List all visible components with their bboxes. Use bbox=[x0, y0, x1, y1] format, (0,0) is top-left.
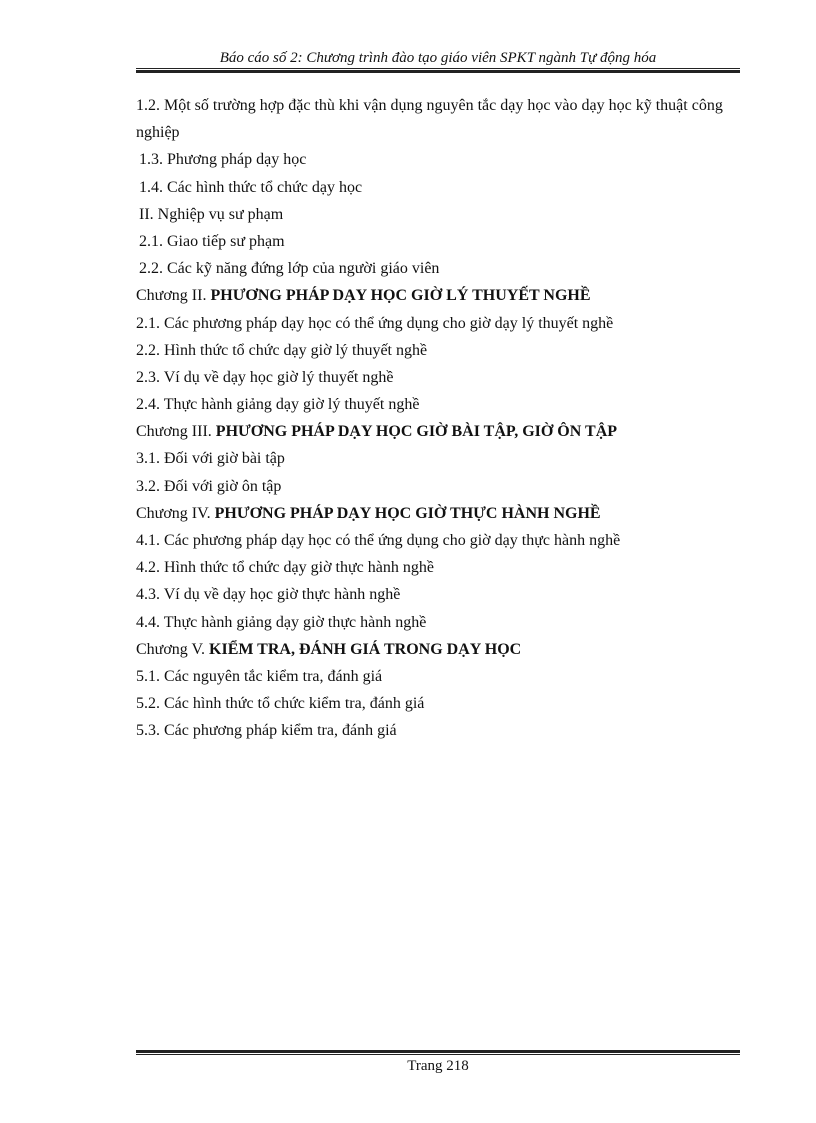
list-item: 2.2. Hình thức tổ chức dạy giờ lý thuyết nghề bbox=[136, 341, 428, 359]
chapter-label: Chương II. bbox=[136, 287, 207, 305]
list-item: 2.3. Ví dụ về dạy học giờ lý thuyết nghề bbox=[136, 368, 394, 386]
footer-rule-thick bbox=[136, 1050, 740, 1053]
footer-rule-thin bbox=[136, 1054, 740, 1055]
header-rule-thick bbox=[136, 70, 740, 73]
list-item: 4.1. Các phương pháp dạy học có thể ứng dụng cho giờ dạy thực hành nghề bbox=[136, 532, 621, 550]
page-number: Trang 218 bbox=[407, 1058, 469, 1074]
list-item: 3.2. Đối với giờ ôn tập bbox=[136, 477, 282, 495]
chapter-heading bbox=[136, 282, 740, 309]
intro-paragraph: 1.2. Một số trường hợp đặc thù khi vận dụng nguyên tắc dạy học vào dạy học kỹ thuật công nghiệp bbox=[136, 97, 723, 142]
chapter-heading bbox=[136, 636, 740, 663]
list-item: 1.3. Phương pháp dạy học bbox=[139, 151, 307, 169]
chapter-title: PHƯƠNG PHÁP DẠY HỌC GIỜ THỰC HÀNH NGHỀ bbox=[214, 504, 601, 522]
header-title: Báo cáo số 2: Chương trình đào tạo giáo viên SPKT ngành Tự động hóa bbox=[219, 50, 657, 66]
chapter-heading bbox=[136, 500, 740, 527]
list-item: 5.1. Các nguyên tắc kiểm tra, đánh giá bbox=[136, 667, 383, 685]
chapter-title: KIỂM TRA, ĐÁNH GIÁ TRONG DẠY HỌC bbox=[209, 640, 522, 658]
list-item: 2.4. Thực hành giảng dạy giờ lý thuyết nghề bbox=[136, 396, 420, 414]
list-item: 4.2. Hình thức tổ chức dạy giờ thực hành nghề bbox=[136, 559, 434, 577]
chapter-label: Chương IV. bbox=[136, 504, 211, 522]
list-item: 4.4. Thực hành giảng dạy giờ thực hành nghề bbox=[136, 613, 427, 631]
document-body bbox=[136, 92, 740, 745]
chapter-title: PHƯƠNG PHÁP DẠY HỌC GIỜ BÀI TẬP, GIỜ ÔN TẬP bbox=[215, 423, 618, 441]
chapter-title: PHƯƠNG PHÁP DẠY HỌC GIỜ LÝ THUYẾT NGHỀ bbox=[210, 287, 591, 305]
chapter-label: Chương V. bbox=[136, 640, 206, 658]
list-item: 1.4. Các hình thức tổ chức dạy học bbox=[139, 178, 363, 196]
list-item: 5.2. Các hình thức tổ chức kiểm tra, đánh giá bbox=[136, 695, 425, 713]
list-item: 4.3. Ví dụ về dạy học giờ thực hành nghề bbox=[136, 586, 401, 604]
list-item: 5.3. Các phương pháp kiểm tra, đánh giá bbox=[136, 722, 397, 740]
section-heading: II. Nghiệp vụ sư phạm bbox=[139, 205, 284, 223]
list-item: 2.2. Các kỹ năng đứng lớp của người giáo viên bbox=[139, 260, 440, 278]
list-item: 2.1. Giao tiếp sư phạm bbox=[139, 232, 285, 250]
list-item: 3.1. Đối với giờ bài tập bbox=[136, 450, 285, 468]
chapter-heading bbox=[136, 418, 740, 445]
header-rule-thin bbox=[136, 68, 740, 69]
list-item: 2.1. Các phương pháp dạy học có thể ứng dụng cho giờ dạy lý thuyết nghề bbox=[136, 314, 614, 332]
chapter-label: Chương III. bbox=[136, 423, 212, 441]
